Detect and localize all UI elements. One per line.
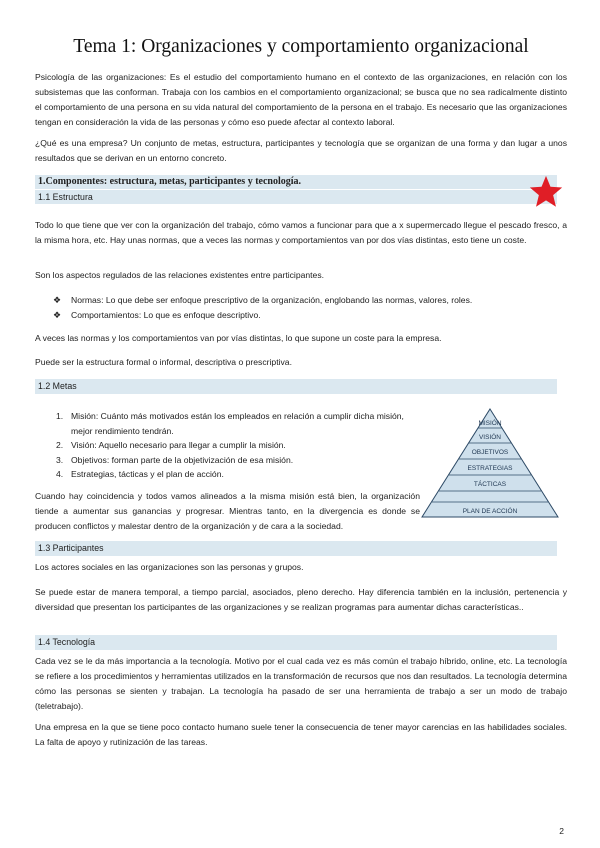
list-item: ❖ Normas: Lo que debe ser enfoque prescriptivo de la organización, englobando las normas, valores, roles. — [35, 293, 567, 308]
subsection-1-2-heading: 1.2 Metas — [35, 379, 557, 394]
pyramid-label-objetivos: OBJETIVOS — [471, 449, 509, 456]
tecnologia-paragraph-2: Una empresa en la que se tiene poco contacto humano suele tener la consecuencia de tener mayor carencias en las habilidades sociales. La falta de apoyo y rutinización de las tareas. — [35, 722, 567, 747]
estructura-paragraph-4: Puede ser la estructura formal o informal, descriptiva o prescriptiva. — [35, 357, 292, 367]
estructura-paragraph-3: A veces las normas y los comportamientos van por vías distintas, lo que supone un coste para la empresa. — [35, 333, 442, 343]
estructura-bullet-list — [35, 293, 567, 323]
diamond-bullet-icon: ❖ — [53, 310, 62, 320]
metas-list — [35, 409, 405, 482]
section-1-heading: 1.Componentes: estructura, metas, participantes y tecnología. — [35, 175, 557, 189]
list-item: 1. Misión: Cuánto más motivados están los empleados en relación a cumplir dicha misión, mejor rendimiento tendrán. — [56, 411, 404, 436]
tecnologia-paragraph-1: Cada vez se le da más importancia a la tecnología. Motivo por el cual cada vez es más común el trabajo híbrido, online, etc. La tecnología se refiere a los procedimientos y herramientas utilizados en la transformación de recursos que nos dan resultados. La tecnología determina cómo las personas se sienten y trabajan. La tecnología ha pasado de ser una herramienta de trabajo a ser un modo de trabajo (teletrabajo). — [35, 656, 567, 711]
page-title: Tema 1: Organizaciones y comportamiento organizacional — [73, 36, 529, 57]
list-item: 3. Objetivos: forman parte de la objetivización de esa misión. — [56, 454, 294, 465]
pyramid-label-vision: VISIÓN — [478, 434, 502, 441]
subsection-1-3-heading: 1.3 Participantes — [35, 541, 557, 556]
red-star-icon — [527, 173, 565, 211]
list-item: 4. Estrategias, tácticas y el plan de acción. — [56, 469, 224, 479]
pyramid-label-estrategias: ESTRATEGIAS — [467, 465, 513, 472]
pyramid-label-tacticas: TÁCTICAS — [473, 481, 507, 488]
list-item: 2. Visión: Aquello necesario para llegar a cumplir la misión. — [56, 440, 286, 450]
metas-paragraph: Cuando hay coincidencia y todos vamos alineados a la misma misión está bien, la organización tiende a aumentar sus ganancias y progresar. Mientras tanto, en la divergencia es donde se producen conflictos y malestar dentro de la organización y de cara a la sociedad. — [35, 491, 420, 531]
intro-paragraph-2: ¿Qué es una empresa? Un conjunto de metas, estructura, participantes y tecnología que se organizan de una forma y dan lugar a unos resultados que se derivan en un entorno concreto. — [35, 138, 567, 163]
intro-paragraph-1: Psicología de las organizaciones: Es el estudio del comportamiento humano en el contexto de las organizaciones, en relación con los subsistemas que las conforman. Trabaja con los cambios en el comportamiento organizacional; se busca que no sea radicalmente distinto el comportamiento de una persona en su vida natural del comportamiento de la persona en el trabajo. Es necesario que las organizaciones tengan en consideración la vida de las personas y cómo eso puede afectar al contexto laboral. — [35, 72, 567, 127]
subsection-1-1-heading: 1.1 Estructura — [35, 190, 557, 204]
participantes-paragraph-2: Se puede estar de manera temporal, a tiempo parcial, asociados, pleno derecho. Hay diferencia también en la inclusión, pertenencia y diversidad que presentan los participantes de las organizaciones y se realizan programas para aumentar dichas características.. — [35, 587, 567, 612]
estructura-paragraph-2: Son los aspectos regulados de las relaciones existentes entre participantes. — [35, 270, 325, 280]
metas-pyramid-diagram — [420, 407, 560, 519]
list-item: ❖ Comportamientos: Lo que es enfoque descriptivo. — [35, 308, 567, 323]
page-number: 2 — [559, 826, 564, 836]
diamond-bullet-icon: ❖ — [53, 295, 62, 305]
pyramid-label-mision: MISIÓN — [478, 420, 502, 427]
pyramid-label-plan-de-accion: PLAN DE ACCIÓN — [462, 508, 518, 515]
participantes-paragraph-1: Los actores sociales en las organizaciones son las personas y grupos. — [35, 562, 304, 572]
subsection-1-4-heading: 1.4 Tecnología — [35, 635, 557, 650]
estructura-paragraph-1: Todo lo que tiene que ver con la organización del trabajo, cómo vamos a funcionar para que a x supermercado llegue el pescado fresco, a la misma hora, etc. Hay unas normas, que a veces las normas y comportamientos van por dos vías distintas, esto tiene un coste. — [35, 220, 567, 245]
